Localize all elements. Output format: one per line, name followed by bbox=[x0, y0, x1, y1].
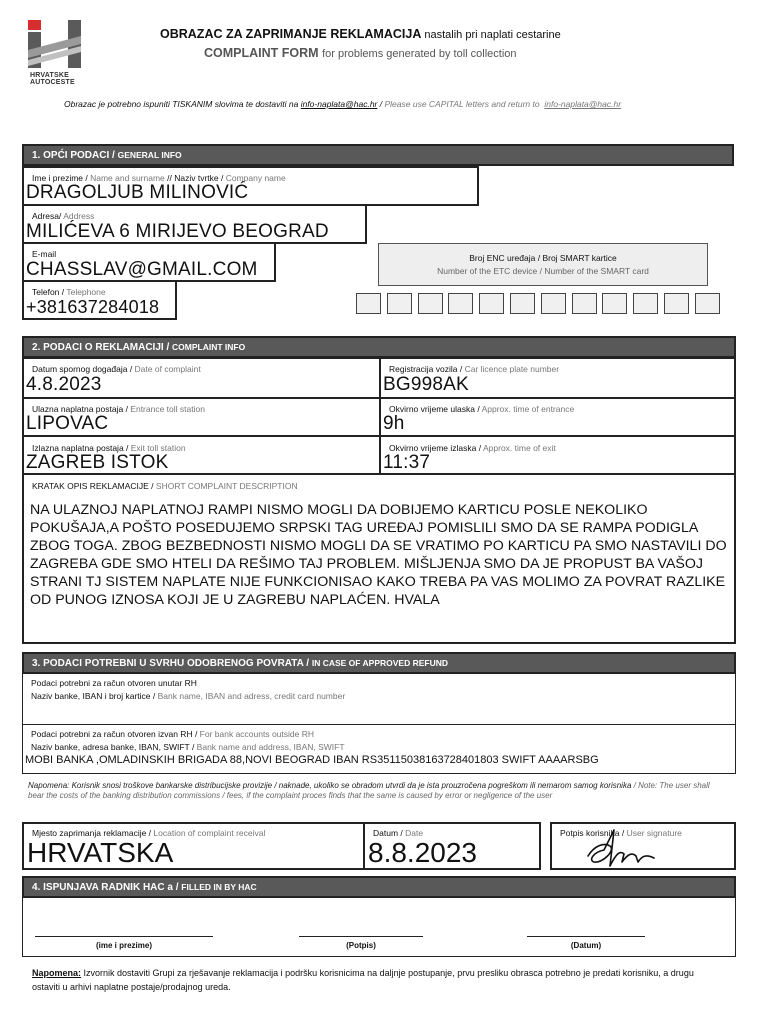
refund-rh-field[interactable]: Podaci potrebni za račun otvoren unutar RH Naziv banke, IBAN i broj kartice / Bank name, IBAN and adress, credit card number bbox=[22, 673, 736, 725]
exit-time-value: 11:37 bbox=[383, 452, 431, 473]
section-hac-header: 4. ISPUNJAVA RADNIK HAC a / FILLED IN BY HAC bbox=[22, 876, 736, 898]
entry-station-field[interactable]: Ulazna naplatna postaja / Entrance toll station LIPOVAC bbox=[22, 397, 381, 437]
refund-foreign-value: MOBI BANKA ,OMLADINSKIH BRIGADA 88,NOVI BEOGRAD IBAN RS35115038163728401803 SWIFT AAAARSBG bbox=[25, 754, 599, 766]
hac-name-line[interactable] bbox=[35, 936, 213, 937]
date-value: 8.8.2023 bbox=[368, 837, 477, 868]
hac-name-label: (ime i prezime) bbox=[95, 941, 152, 950]
enc-cell[interactable] bbox=[572, 293, 597, 314]
section-complaint-info-header: 2. PODACI O REKLAMACIJI / COMPLAINT INFO bbox=[22, 336, 736, 358]
enc-number-cells[interactable] bbox=[356, 293, 732, 316]
instructions: Obrazac je potrebno ispuniti TISKANIM slovima te dostaviti na info-naplata@hac.hr / Please use CAPITAL letters and return to info-naplata@hac.hr bbox=[64, 99, 622, 109]
form-title-en: COMPLAINT FORM for problems generated by toll collection bbox=[204, 46, 517, 60]
name-value: DRAGOLJUB MILINOVIĆ bbox=[26, 182, 249, 203]
hac-signature-line[interactable] bbox=[299, 936, 423, 937]
section-general-info-header: 1. OPĆI PODACI / GENERAL INFO bbox=[22, 144, 734, 166]
plate-field[interactable]: Registracija vozila / Car licence plate number BG998AK bbox=[379, 357, 736, 399]
enc-cell[interactable] bbox=[602, 293, 627, 314]
exit-station-value: ZAGREB ISTOK bbox=[26, 452, 169, 473]
enc-cell[interactable] bbox=[418, 293, 443, 314]
plate-value: BG998AK bbox=[383, 374, 469, 395]
enc-number-label: Broj ENC uređaja / Broj SMART kartice Number of the ETC device / Number of the SMART card bbox=[378, 243, 708, 286]
place-value: HRVATSKA bbox=[27, 837, 174, 868]
hac-fill-area[interactable] bbox=[22, 897, 736, 957]
email-value: CHASSLAV@GMAIL.COM bbox=[26, 259, 258, 280]
hac-date-label: (Datum) bbox=[570, 941, 602, 950]
user-signature-field[interactable]: Potpis korisnika / User signature bbox=[550, 822, 736, 870]
enc-cell[interactable] bbox=[510, 293, 535, 314]
refund-foreign-field[interactable]: Podaci potrebni za račun otvoren izvan RH / For bank accounts outside RH Naziv banke, adresa banke, IBAN, SWIFT / Bank name and address, IBAN, SWIFT MOBI BANKA ,OMLADINSKIH BRIGADA 88,NOVI BEOGRAD IBAN RS35115038163728401803 SWIFT AAAARSBG bbox=[22, 724, 736, 774]
address-value: MILIĆEVA 6 MIRIJEVO BEOGRAD bbox=[26, 221, 329, 242]
section-refund-header: 3. PODACI POTREBNI U SVRHU ODOBRENOG POVRATA / IN CASE OF APPROVED REFUND bbox=[22, 652, 736, 674]
enc-cell[interactable] bbox=[633, 293, 658, 314]
form-title-hr: OBRAZAC ZA ZAPRIMANJE REKLAMACIJA nastalih pri naplati cestarine bbox=[160, 27, 561, 41]
email-field[interactable]: E-mail CHASSLAV@GMAIL.COM bbox=[22, 242, 276, 282]
footer-note: Napomena: Izvornik dostaviti Grupi za rješavanje reklamacija i podršku korisnicima na daljnje postupanje, prvu presliku obrasca potrebno je predati korisniku, a drugu ostaviti u arhivi naplatne postaje/prodajnog ureda. bbox=[32, 968, 694, 992]
entry-time-field[interactable]: Okvirno vrijeme ulaska / Approx. time of entrance 9h bbox=[379, 397, 736, 437]
enc-cell[interactable] bbox=[695, 293, 720, 314]
enc-cell[interactable] bbox=[448, 293, 473, 314]
phone-value: +381637284018 bbox=[26, 297, 160, 317]
address-field[interactable]: Adresa/ Address MILIĆEVA 6 MIRIJEVO BEOGRAD bbox=[22, 204, 367, 244]
enc-cell[interactable] bbox=[387, 293, 412, 314]
signature-image bbox=[580, 828, 680, 870]
enc-cell[interactable] bbox=[479, 293, 504, 314]
date-field[interactable]: Datum / Date 8.8.2023 bbox=[363, 822, 541, 870]
enc-cell[interactable] bbox=[356, 293, 381, 314]
complaint-date-field[interactable]: Datum spornog događaja / Date of complaint 4.8.2023 bbox=[22, 357, 381, 399]
exit-time-field[interactable]: Okvirno vrijeme izlaska / Approx. time of exit 11:37 bbox=[379, 435, 736, 475]
enc-cell[interactable] bbox=[664, 293, 689, 314]
description-field[interactable]: KRATAK OPIS REKLAMACIJE / SHORT COMPLAINT DESCRIPTION NA ULAZNOJ NAPLATNOJ RAMPI NISMO MOGLI DA DOBIJEMO KARTICU POSLE NEKOLIKO POKUŠAJA,A POŠTO POSEDUJEMO SRPSKI TAG UREĐAJ POMISLILI SMO DA SE RAMPA PODIGLA ZBOG TOGA. ZBOG BEZBEDNOSTI NISMO MOGLI DA SE VRATIMO PO KARTICU PA SMO NASTAVILI DO ZAGREBA GDE SMO HTELI DA REŠIMO TAJ PROBLEM. MIŠLJENJA SMO DA JE PROPUST BA VAŠOJ STRANI TJ SISTEM NAPLATE NIJE FUNKCIONISAO KAKO TREBA PA VAS MOLIMO ZA POVRAT RAZLIKE OD PUNOG IZNOSA KOJI JE U ZAGREBU NAPLAĆEN. HVALA bbox=[22, 473, 736, 644]
logo-text: HRVATSKE AUTOCESTE bbox=[30, 72, 75, 86]
entry-time-value: 9h bbox=[383, 413, 405, 434]
complaint-date-value: 4.8.2023 bbox=[26, 374, 102, 395]
phone-field[interactable]: Telefon / Telephone +381637284018 bbox=[22, 280, 177, 320]
name-field[interactable]: Ime i prezime / Name and surname // Naziv tvrtke / Company name DRAGOLJUB MILINOVIĆ bbox=[22, 166, 479, 206]
exit-station-field[interactable]: Izlazna naplatna postaja / Exit toll station ZAGREB ISTOK bbox=[22, 435, 381, 475]
entry-station-value: LIPOVAC bbox=[26, 413, 109, 434]
description-value: NA ULAZNOJ NAPLATNOJ RAMPI NISMO MOGLI DA DOBIJEMO KARTICU POSLE NEKOLIKO POKUŠAJA,A POŠTO POSEDUJEMO SRPSKI TAG UREĐAJ POMISLILI SMO DA SE RAMPA PODIGLA ZBOG TOGA. ZBOG BEZBEDNOSTI NISMO MOGLI DA SE VRATIMO PO KARTICU PA SMO NASTAVILI DO ZAGREBA GDE SMO HTELI DA REŠIMO TAJ PROBLEM. MIŠLJENJA SMO DA JE PROPUST BA VAŠOJ STRANI TJ SISTEM NAPLATE NIJE FUNKCIONISAO KAKO TREBA PA VAS MOLIMO ZA POVRAT RAZLIKE OD PUNOG IZNOSA KOJI JE U ZAGREBU NAPLAĆEN. HVALA bbox=[30, 502, 727, 608]
refund-note: Napomena: Korisnik snosi troškove bankarske distribucijske provizije / naknade, ukoliko se obradom utvrdi da je ista prouzročena pogreškom ili nemarom samog korisnika / Note: The user shall bear the costs of the banking distribution commissions / fees, if the complaint proces finds that the same is caused by error or negligence of the user bbox=[28, 781, 710, 800]
place-field[interactable]: Mjesto zaprimanja reklamacije / Location of complaint receival HRVATSKA bbox=[22, 822, 365, 870]
hac-date-line[interactable] bbox=[527, 936, 645, 937]
hac-signature-label: (Potpis) bbox=[346, 941, 376, 950]
enc-cell[interactable] bbox=[541, 293, 566, 314]
